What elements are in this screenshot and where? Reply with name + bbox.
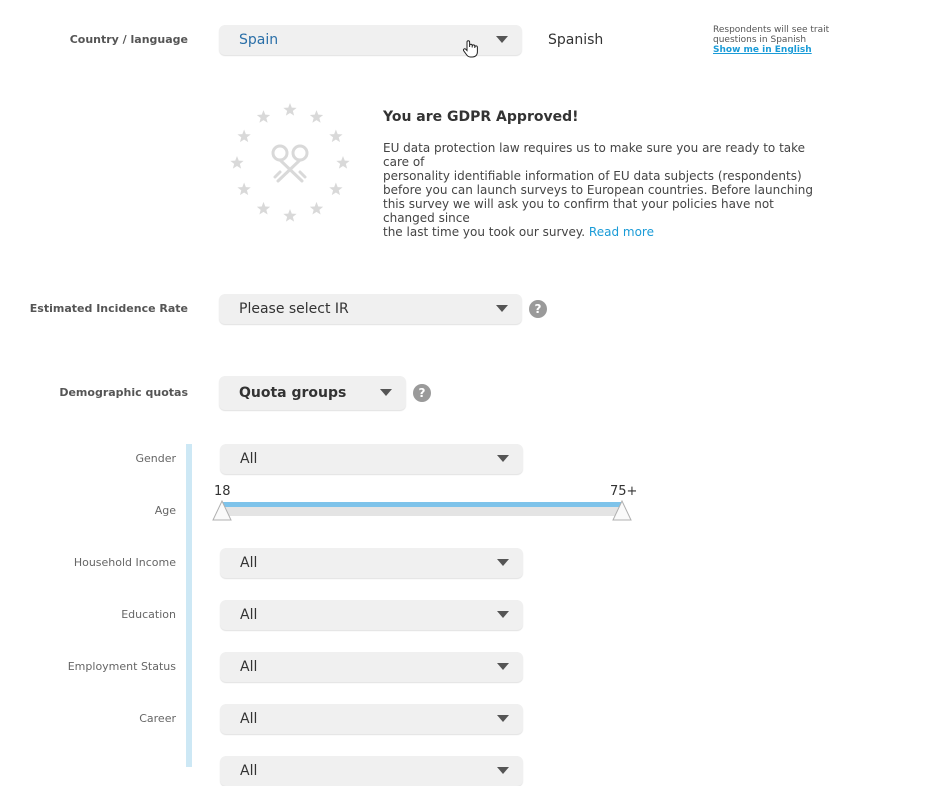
country-select-value: Spain (239, 32, 279, 48)
star-icon (310, 110, 323, 123)
star-icon (237, 130, 250, 143)
gdpr-line-2: personality identifiable information of EU data subjects (respondents) (383, 169, 802, 183)
age-min-label: 18 (214, 484, 231, 499)
education-value: All (240, 607, 258, 623)
country-language-label: Country / language (69, 33, 188, 46)
read-more-link[interactable]: Read more (588, 225, 654, 239)
star-icon (257, 202, 270, 215)
chevron-down-icon (380, 389, 392, 396)
next-filter-select[interactable] (220, 756, 523, 786)
age-slider-track[interactable] (222, 502, 622, 516)
employment-status-select[interactable] (220, 652, 523, 682)
gdpr-description (383, 141, 823, 239)
chevron-down-icon (497, 715, 509, 722)
gdpr-line-3: before you can launch surveys to European countries. Before launching (383, 183, 813, 197)
star-icon (257, 110, 270, 123)
education-select[interactable] (220, 600, 523, 630)
star-icon (310, 202, 323, 215)
age-slider-fill (222, 502, 622, 507)
chevron-down-icon (496, 305, 508, 312)
chevron-down-icon (497, 559, 509, 566)
trait-language-note-text: Respondents will see trait questions in Spanish (713, 25, 830, 45)
career-label: Career (139, 712, 176, 725)
chevron-down-icon (497, 663, 509, 670)
language-text: Spanish (548, 32, 604, 48)
star-icon (230, 156, 243, 169)
chevron-down-icon (496, 36, 508, 43)
education-label: Education (121, 608, 176, 621)
demographic-quotas-label: Demographic quotas (59, 386, 188, 399)
age-min-handle[interactable] (212, 500, 232, 522)
age-max-handle[interactable] (612, 500, 632, 522)
star-icon (329, 130, 342, 143)
gdpr-line-4: this survey we will ask you to confirm that your policies have not changed since (383, 197, 774, 225)
star-icon (283, 209, 296, 222)
next-filter-value: All (240, 763, 258, 779)
employment-status-value: All (240, 659, 258, 675)
quota-groups-value: Quota groups (239, 385, 347, 401)
household-income-value: All (240, 555, 258, 571)
star-icon (336, 156, 349, 169)
gender-value: All (240, 451, 258, 467)
career-value: All (240, 711, 258, 727)
gdpr-line-1: EU data protection law requires us to make sure you are ready to take care of (383, 141, 806, 169)
trait-language-note (713, 25, 833, 55)
incidence-rate-label: Estimated Incidence Rate (29, 302, 188, 315)
star-icon (283, 103, 296, 116)
help-icon[interactable]: ? (529, 300, 547, 318)
gdpr-title: You are GDPR Approved! (383, 109, 579, 125)
gdpr-emblem-icon (228, 101, 352, 225)
gender-select[interactable] (220, 444, 523, 474)
show-in-english-link[interactable]: Show me in English (713, 45, 812, 55)
help-icon[interactable]: ? (413, 384, 431, 402)
star-icon (237, 183, 250, 196)
chevron-down-icon (497, 455, 509, 462)
chevron-down-icon (497, 611, 509, 618)
quota-groups-select[interactable] (219, 376, 406, 410)
gender-label: Gender (135, 452, 176, 465)
hand-cursor-icon (462, 39, 480, 59)
star-icon (329, 183, 342, 196)
chevron-down-icon (497, 767, 509, 774)
quota-group-bar (186, 444, 192, 767)
career-select[interactable] (220, 704, 523, 734)
employment-status-label: Employment Status (67, 660, 176, 673)
age-max-label: 75+ (610, 484, 638, 499)
household-income-label: Household Income (73, 556, 176, 569)
incidence-rate-value: Please select IR (239, 301, 349, 317)
age-label: Age (154, 504, 176, 517)
household-income-select[interactable] (220, 548, 523, 578)
gdpr-line-5: the last time you took our survey. (383, 225, 586, 239)
incidence-rate-select[interactable] (219, 294, 522, 324)
